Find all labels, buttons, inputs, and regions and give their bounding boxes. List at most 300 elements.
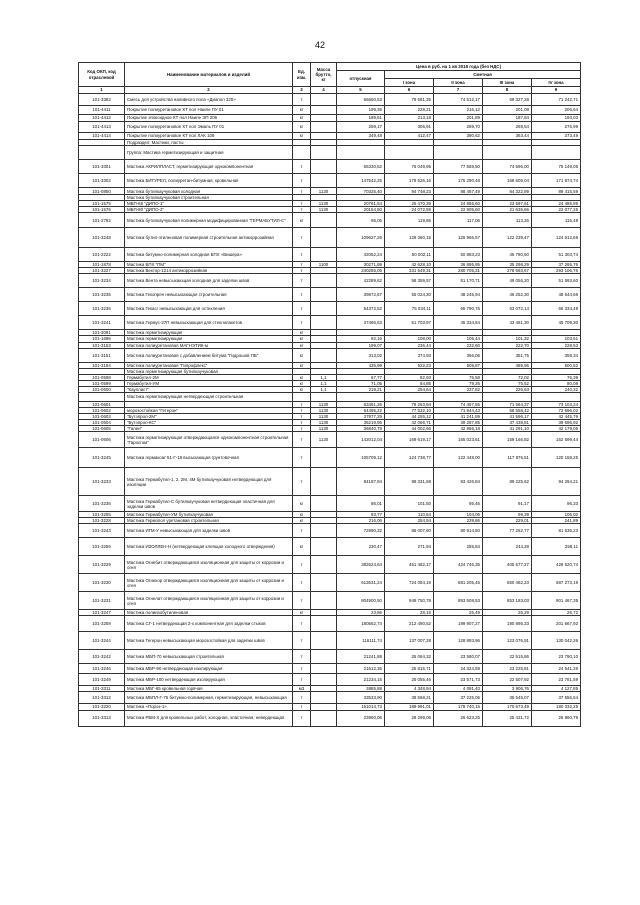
row-name: Мастика МБГ-65 кровельная горячая [125,686,293,692]
row-mass: 1130 [311,201,337,207]
row-price-release: 35219,95 [337,420,385,426]
row-price-zone-3: 122 239,47 [483,228,532,248]
row-unit: кг [293,133,311,140]
row-price-release: 72890,32 [337,524,385,538]
row-price-zone-2: 50 883,23 [434,248,483,262]
row-code: 101-3312 [79,692,125,704]
row-price-release: 39872,67 [337,288,385,302]
row-price-zone-2: 893 508,53 [434,592,483,610]
row-mass [311,288,337,302]
row-price-zone-3: 226,63 [483,386,532,392]
row-code: 101-3228 [79,518,125,524]
row-price-zone-1: 110,64 [385,512,434,518]
row-unit: кг [293,610,311,616]
header-name: Наименование материалов и изделий [125,63,293,87]
row-unit: т [293,426,311,432]
row-price-zone-2: 93 426,84 [434,468,483,496]
row-price-zone-1: 412,47 [385,133,434,140]
row-mass: 1130 [311,426,337,432]
page-number: 42 [314,40,325,50]
row-name: Мастика МБР-90 нетвердеющая изолирующая [125,664,293,674]
row-price-release: 180562,74 [337,616,385,632]
row-mass: 1,1 [311,386,337,392]
row-price-zone-2: 95,46 [434,496,483,512]
row-name: Мастика Огнелат отверждающаяся изоляционная для защиты от коррозии и огня [125,592,293,610]
row-price-zone-4: 4 127,85 [532,686,581,692]
row-price-release: 240255,05 [337,268,385,274]
table-row [79,650,581,664]
row-price-zone-1: 189 991,01 [385,704,434,710]
row-code: 101-3313 [79,710,125,726]
row-mass [311,133,337,140]
price-table [78,62,581,727]
row-code: 101-3091 [79,330,125,336]
row-price-zone-4: 94 294,21 [532,468,581,496]
row-price-zone-3: 49 056,20 [483,274,532,288]
row-price-zone-4 [532,392,581,401]
row-mass [311,632,337,650]
row-name: МБП-80 "ДИПО-2" [125,207,293,213]
row-price-zone-4: 500,52 [532,362,581,368]
row-price-release: 199,07 [337,342,385,348]
row-price-zone-4: 206,64 [532,106,581,115]
row-unit [293,392,311,401]
row-price-zone-2: 280 705,31 [434,268,483,274]
row-code: 101-4412 [79,115,125,122]
row-price-zone-2: 255,84 [434,538,483,556]
row-unit: кг [293,374,311,380]
row-name: Мастика герметизирующая отверждающаяся однокомпонентная строительная "Гаросгом" [125,432,293,448]
row-price-zone-1: 236,44 [385,342,434,348]
row-code: 101-0605 [79,426,125,432]
row-unit: т [293,710,311,726]
row-price-zone-4: 73 103,24 [532,401,581,407]
row-price-zone-4: 276,99 [532,122,581,133]
row-unit: т [293,262,311,268]
row-name: "Бутэпрол-КС" [125,420,293,426]
row-mass [311,274,337,288]
row-name: Мастика полиуретановая "Гипрофлекс" [125,362,293,368]
row-name: Мастика Гекопрен невысыхающая строительная [125,288,293,302]
table-row [79,122,581,133]
row-name: Мастика бутил-этиленовая полимерная строительная антикоррозийная [125,228,293,248]
row-price-zone-3: 35 545,07 [483,692,532,704]
row-price-zone-2: 366,06 [434,348,483,362]
row-mass [311,650,337,664]
row-mass [311,248,337,262]
row-price-zone-4: 180 332,25 [532,704,581,710]
row-price-zone-2: 65 790,76 [434,302,483,316]
row-price-zone-1: 212 490,52 [385,616,434,632]
col-number: 3 [293,87,311,94]
row-code: 101-3234 [79,274,125,288]
row-price-zone-1: 108,00 [385,336,434,342]
row-price-zone-1 [385,146,434,160]
table-row [79,316,581,330]
table-row [79,710,581,726]
row-mass [311,174,337,188]
row-unit: т [293,674,311,686]
row-name: Мастика СГ-1 нетвердеющая 2-х компонентная для заделки стыков [125,616,293,632]
row-code: 101-4414 [79,133,125,140]
row-price-zone-2: 51 170,71 [434,274,483,288]
row-price-zone-3: 68 558,42 [483,407,532,413]
row-price-zone-2: 41 241,89 [434,414,483,420]
row-price-zone-1: 84,85 [385,380,434,386]
row-price-zone-4: 45 709,30 [532,316,581,330]
row-price-zone-4: 359,34 [532,348,581,362]
row-code: 101-3235 [79,288,125,302]
row-price-release [337,146,385,160]
row-unit: т [293,228,311,248]
row-price-release: 95,05 [337,213,385,228]
row-name: Мастика полиуретановая МАГНЭТИК-м [125,342,293,348]
row-price-release: 3885,88 [337,686,385,692]
row-price-release: 313,02 [337,348,385,362]
row-price-zone-3: 21 635,66 [483,207,532,213]
row-price-zone-4: 105,02 [532,512,581,518]
row-unit: кг [293,496,311,512]
row-price-zone-2 [434,392,483,401]
row-price-zone-3: 46 252,30 [483,288,532,302]
row-price-release: 161014,73 [337,704,385,710]
row-price-zone-4: 71 242,71 [532,94,581,106]
row-code: 101-3246 [79,664,125,674]
row-mass [311,674,337,686]
header-zone-3: III зона [483,79,532,87]
header-estimate: Сметная [385,71,581,79]
row-price-zone-2: 23 580,07 [434,650,483,664]
row-name: Мастика ИЗОЛЛЕН-Н (нетвердеющая клеящая холодного отверждения) [125,538,293,556]
header-zone-1: I зона [385,79,434,87]
row-price-release: 147542,25 [337,174,385,188]
row-price-zone-2: 42 966,18 [434,426,483,432]
row-price-release: 37466,63 [337,316,385,330]
row-price-zone-2: 45 334,64 [434,316,483,330]
row-code: 101-3301 [79,160,125,174]
row-price-zone-4: 81 635,23 [532,524,581,538]
row-price-zone-1: 25 470,39 [385,201,434,207]
row-price-zone-4: 26,72 [532,610,581,616]
row-price-zone-1: 213,18 [385,115,434,122]
table-row [79,174,581,188]
row-price-zone-1: 522,23 [385,362,434,368]
row-price-zone-2: 77 569,50 [434,160,483,174]
row-price-release: 116111,74 [337,632,385,650]
row-price-zone-4: 39 696,92 [532,420,581,426]
row-price-release: 66660,53 [337,94,385,106]
row-price-release: 23960,06 [337,710,385,726]
row-price-release: 33533,90 [337,692,385,704]
row-price-zone-2: 509,87 [434,362,483,368]
row-price-zone-3: 168 609,04 [483,174,532,188]
row-price-zone-4: 24 485,89 [532,201,581,207]
row-price-zone-1: 254,94 [385,518,434,524]
row-price-zone-2: 122 448,00 [434,448,483,468]
row-code: 101-0602 [79,407,125,413]
row-name: Мастика бутилкаучуковая холодная [125,188,293,195]
row-price-zone-3 [483,392,532,401]
row-mass [311,316,337,330]
row-code: 101-0601 [79,401,125,407]
row-price-zone-3 [483,146,532,160]
row-price-zone-2: 88 487,49 [434,188,483,195]
row-price-zone-4 [532,146,581,160]
row-price-zone-1: 86 007,60 [385,524,434,538]
row-price-zone-2: 79,26 [434,380,483,386]
row-unit: кг [293,115,311,122]
row-unit: т [293,160,311,174]
row-price-zone-4: 293 106,76 [532,268,581,274]
row-mass [311,710,337,726]
row-price-zone-1: 82,93 [385,374,434,380]
row-code: 101-3227 [79,268,125,274]
row-code: 101-3248 [79,228,125,248]
row-price-zone-2 [434,146,483,160]
table-row [79,248,581,262]
row-price-release: 189,61 [337,115,385,122]
table-row [79,524,581,538]
row-name: Мастика Огнекор отверждающаяся изоляционная для защиты от коррозии и огня [125,574,293,592]
row-mass [311,115,337,122]
row-price-zone-3: 222,70 [483,342,532,348]
row-price-zone-4: 428 520,74 [532,556,581,574]
row-code: 101-0606 [79,432,125,448]
row-mass [311,448,337,468]
row-mass: 1130 [311,207,337,213]
row-unit: кг [293,538,311,556]
row-name: Мастика БИТУРЕЛ, полиуретан-битумная, кровельная [125,174,293,188]
row-price-zone-1 [385,392,434,401]
row-price-zone-3: 41 596,17 [483,414,532,420]
row-price-zone-4: 193,03 [532,115,581,122]
row-mass: 1130 [311,414,337,420]
row-unit: т [293,664,311,674]
row-price-release: 142012,04 [337,432,385,448]
row-name: Мастика АКРИЛПЛАСТ, герметизирующая однокомпонентная [125,160,293,174]
row-code: 101-3230 [79,574,125,592]
row-unit: кг [293,342,311,348]
row-price-zone-4: 120 159,25 [532,448,581,468]
row-price-zone-3: 71 564,37 [483,401,532,407]
row-price-release: 219,21 [337,386,385,392]
row-price-zone-2: 26,49 [434,610,483,616]
row-unit: т [293,556,311,574]
col-number: 4 [311,87,337,94]
row-name: Мастика МБПЛ-Г-75 битумно-полимерная, герметизирующая, невысыхающая [125,692,293,704]
col-number: 9 [532,87,581,94]
row-price-zone-2: 237,82 [434,386,483,392]
row-mass: 1130 [311,188,337,195]
row-price-release: 84187,94 [337,468,385,496]
row-price-zone-3: 187,84 [483,115,532,122]
row-name: Мастика бутилкаучуковая полимерная модифицированная "ГЕРМАБУТИЛ-С" [125,213,293,228]
row-price-zone-3: 190 895,33 [483,616,532,632]
row-price-zone-1: 101,50 [385,496,434,512]
row-price-zone-2: 126 966,57 [434,228,483,248]
table-row [79,348,581,362]
row-unit: кг [293,386,311,392]
row-unit: кг [293,362,311,368]
row-price-zone-3: 159 166,82 [483,432,532,448]
row-name: Мастика Вента невысыхающая холодная для заделки швов [125,274,293,288]
row-price-release: 105709,12 [337,448,385,468]
row-name: Мастика Гермабутил-1, 2, 2М, 4М бутилкаучуковая нетвердеющая для изоляции [125,468,293,496]
row-price-zone-1: 119,86 [385,213,434,228]
table-row [79,188,581,195]
table-row [79,228,581,248]
row-price-release: 42289,62 [337,274,385,288]
table-row [79,392,581,401]
table-row [79,432,581,448]
row-name: Мастика полиуретановая с добавлением битума "Гидрошов ПБ" [125,348,293,362]
row-mass: 1130 [311,407,337,413]
table-row [79,448,581,468]
row-unit: кг [293,213,311,228]
column-number-row [79,87,581,94]
row-price-zone-3: 229,01 [483,518,532,524]
row-price-zone-2: 74 512,17 [434,94,483,106]
row-price-zone-2: 75,58 [434,374,483,380]
row-name: Мастика Гермопол уретановая строительная [125,518,293,524]
table-row [79,160,581,174]
row-name: Мастика БПХ "ПМ" [125,262,293,268]
row-price-release: 42052,24 [337,248,385,262]
row-mass [311,616,337,632]
row-price-zone-3: 23 597,61 [483,201,532,207]
row-price-zone-2: 24 324,59 [434,664,483,674]
row-name: "Бутэпрол-2М" [125,414,293,420]
row-price-zone-1: 178 526,16 [385,174,434,188]
row-price-zone-3: 201,08 [483,106,532,115]
row-price-zone-3: 41 291,10 [483,426,532,432]
row-price-zone-1: 42 066,71 [385,420,434,426]
table-row [79,616,581,632]
row-price-zone-4: 89 415,59 [532,188,581,195]
row-code: 101-4413 [79,122,125,133]
row-price-release: 435,99 [337,362,385,368]
table-row [79,674,581,686]
row-price-zone-1: 306,91 [385,122,434,133]
row-price-zone-3: 113,26 [483,213,532,228]
row-price-zone-3: 23 225,81 [483,664,532,674]
table-body [79,94,581,727]
row-price-zone-1: 50 002,11 [385,248,434,262]
row-price-zone-4: 124 612,69 [532,228,581,248]
row-price-zone-1: 44 002,66 [385,426,434,432]
row-price-zone-4: 228,53 [532,342,581,348]
row-price-release: 21241,88 [337,650,385,664]
table-row [79,288,581,302]
row-mass: 1100 [311,262,337,268]
row-unit: т [293,632,311,650]
row-price-zone-3: 363,44 [483,133,532,140]
row-price-zone-4: 76,39 [532,374,581,380]
row-price-zone-3: 650 462,23 [483,574,532,592]
row-mass [311,392,337,401]
row-price-zone-1: 75 034,11 [385,302,434,316]
row-price-zone-2: 178 740,15 [434,704,483,710]
row-price-release: 804900,50 [337,592,385,610]
row-code: 101-1575 [79,201,125,207]
row-price-zone-4: 130 042,26 [532,632,581,650]
row-price-zone-4: 26 860,79 [532,710,581,726]
row-price-zone-1: 94 748,23 [385,188,434,195]
row-mass [311,122,337,133]
row-price-zone-3: 405 577,27 [483,556,532,574]
row-unit: т [293,524,311,538]
row-mass: 1,1 [311,374,337,380]
row-code: 101-0603 [79,414,125,420]
row-price-zone-1: 271,94 [385,538,434,556]
table-row [79,106,581,115]
row-price-zone-3: 63 072,14 [483,302,532,316]
table-row [79,592,581,610]
row-name: Покрытие полиуретановое КТ пол Эмаль ПУ 01 [125,122,293,133]
row-price-release: 93,77 [337,512,385,518]
row-mass [311,106,337,115]
row-price-zone-3: 22 515,86 [483,650,532,664]
row-price-zone-1: 451 482,17 [385,556,434,574]
row-price-zone-1: 58 359,57 [385,274,434,288]
row-code: 101-3153 [79,342,125,348]
row-code: 101-1695 [79,336,125,342]
row-price-zone-3: 489,95 [483,362,532,368]
row-price-zone-1: 55 024,30 [385,288,434,302]
row-code: 101-4411 [79,106,125,115]
row-price-zone-2: 74 457,55 [434,401,483,407]
row-name: МБП-65 "ДИПО-1" [125,201,293,207]
row-price-zone-3: 43 461,30 [483,316,532,330]
row-code: 101-3244 [79,632,125,650]
row-code: 101-3229 [79,556,125,574]
row-price-zone-2: 4 091,40 [434,686,483,692]
row-unit: т [293,174,311,188]
row-price-zone-4: 201 667,92 [532,616,581,632]
row-name: Группа: Мастика герметизирующая и защитная [125,146,293,160]
row-price-zone-4: 901 467,35 [532,592,581,610]
row-price-zone-1: 724 084,19 [385,574,434,592]
header-mass: Масса брутто, кг [311,63,337,87]
row-price-release: 216,06 [337,518,385,524]
row-price-zone-2: 175 290,48 [434,174,483,188]
table-row [79,692,581,704]
row-mass [311,592,337,610]
row-price-zone-1: 374,93 [385,348,434,362]
row-mass [311,556,337,574]
row-name: Мастика Огнебит отверждающаяся изоляционная для защиты от коррозии и огня [125,556,293,574]
row-price-zone-1: 254,64 [385,386,434,392]
row-price-zone-4: 171 974,74 [532,174,581,188]
row-price-zone-1: 129 360,15 [385,228,434,248]
row-price-zone-1: 4 348,94 [385,686,434,692]
header-code: Код ОКП, код отраслевой [79,63,125,87]
row-price-zone-1: 28,15 [385,610,434,616]
row-name: Покрытие полиуретановое КТ пол Наиле ПУ 01 [125,106,293,115]
row-code: 101-2792 [79,213,125,228]
row-mass: 1130 [311,432,337,448]
row-price-zone-1: 25 815,71 [385,664,434,674]
row-price-release: 65330,52 [337,160,385,174]
row-name: Мастика Гермус-27П невысыхающая для стеклопакетов [125,316,293,330]
row-price-release: 109627,26 [337,228,385,248]
row-name: Мастика Гекасг невысыхающая для остекления [125,302,293,316]
row-price-zone-2: 39 287,85 [434,420,483,426]
row-price-release: 67,77 [337,374,385,380]
row-price-zone-4: 42 445,76 [532,414,581,420]
row-unit: т [293,401,311,407]
col-number: 2 [125,87,293,94]
